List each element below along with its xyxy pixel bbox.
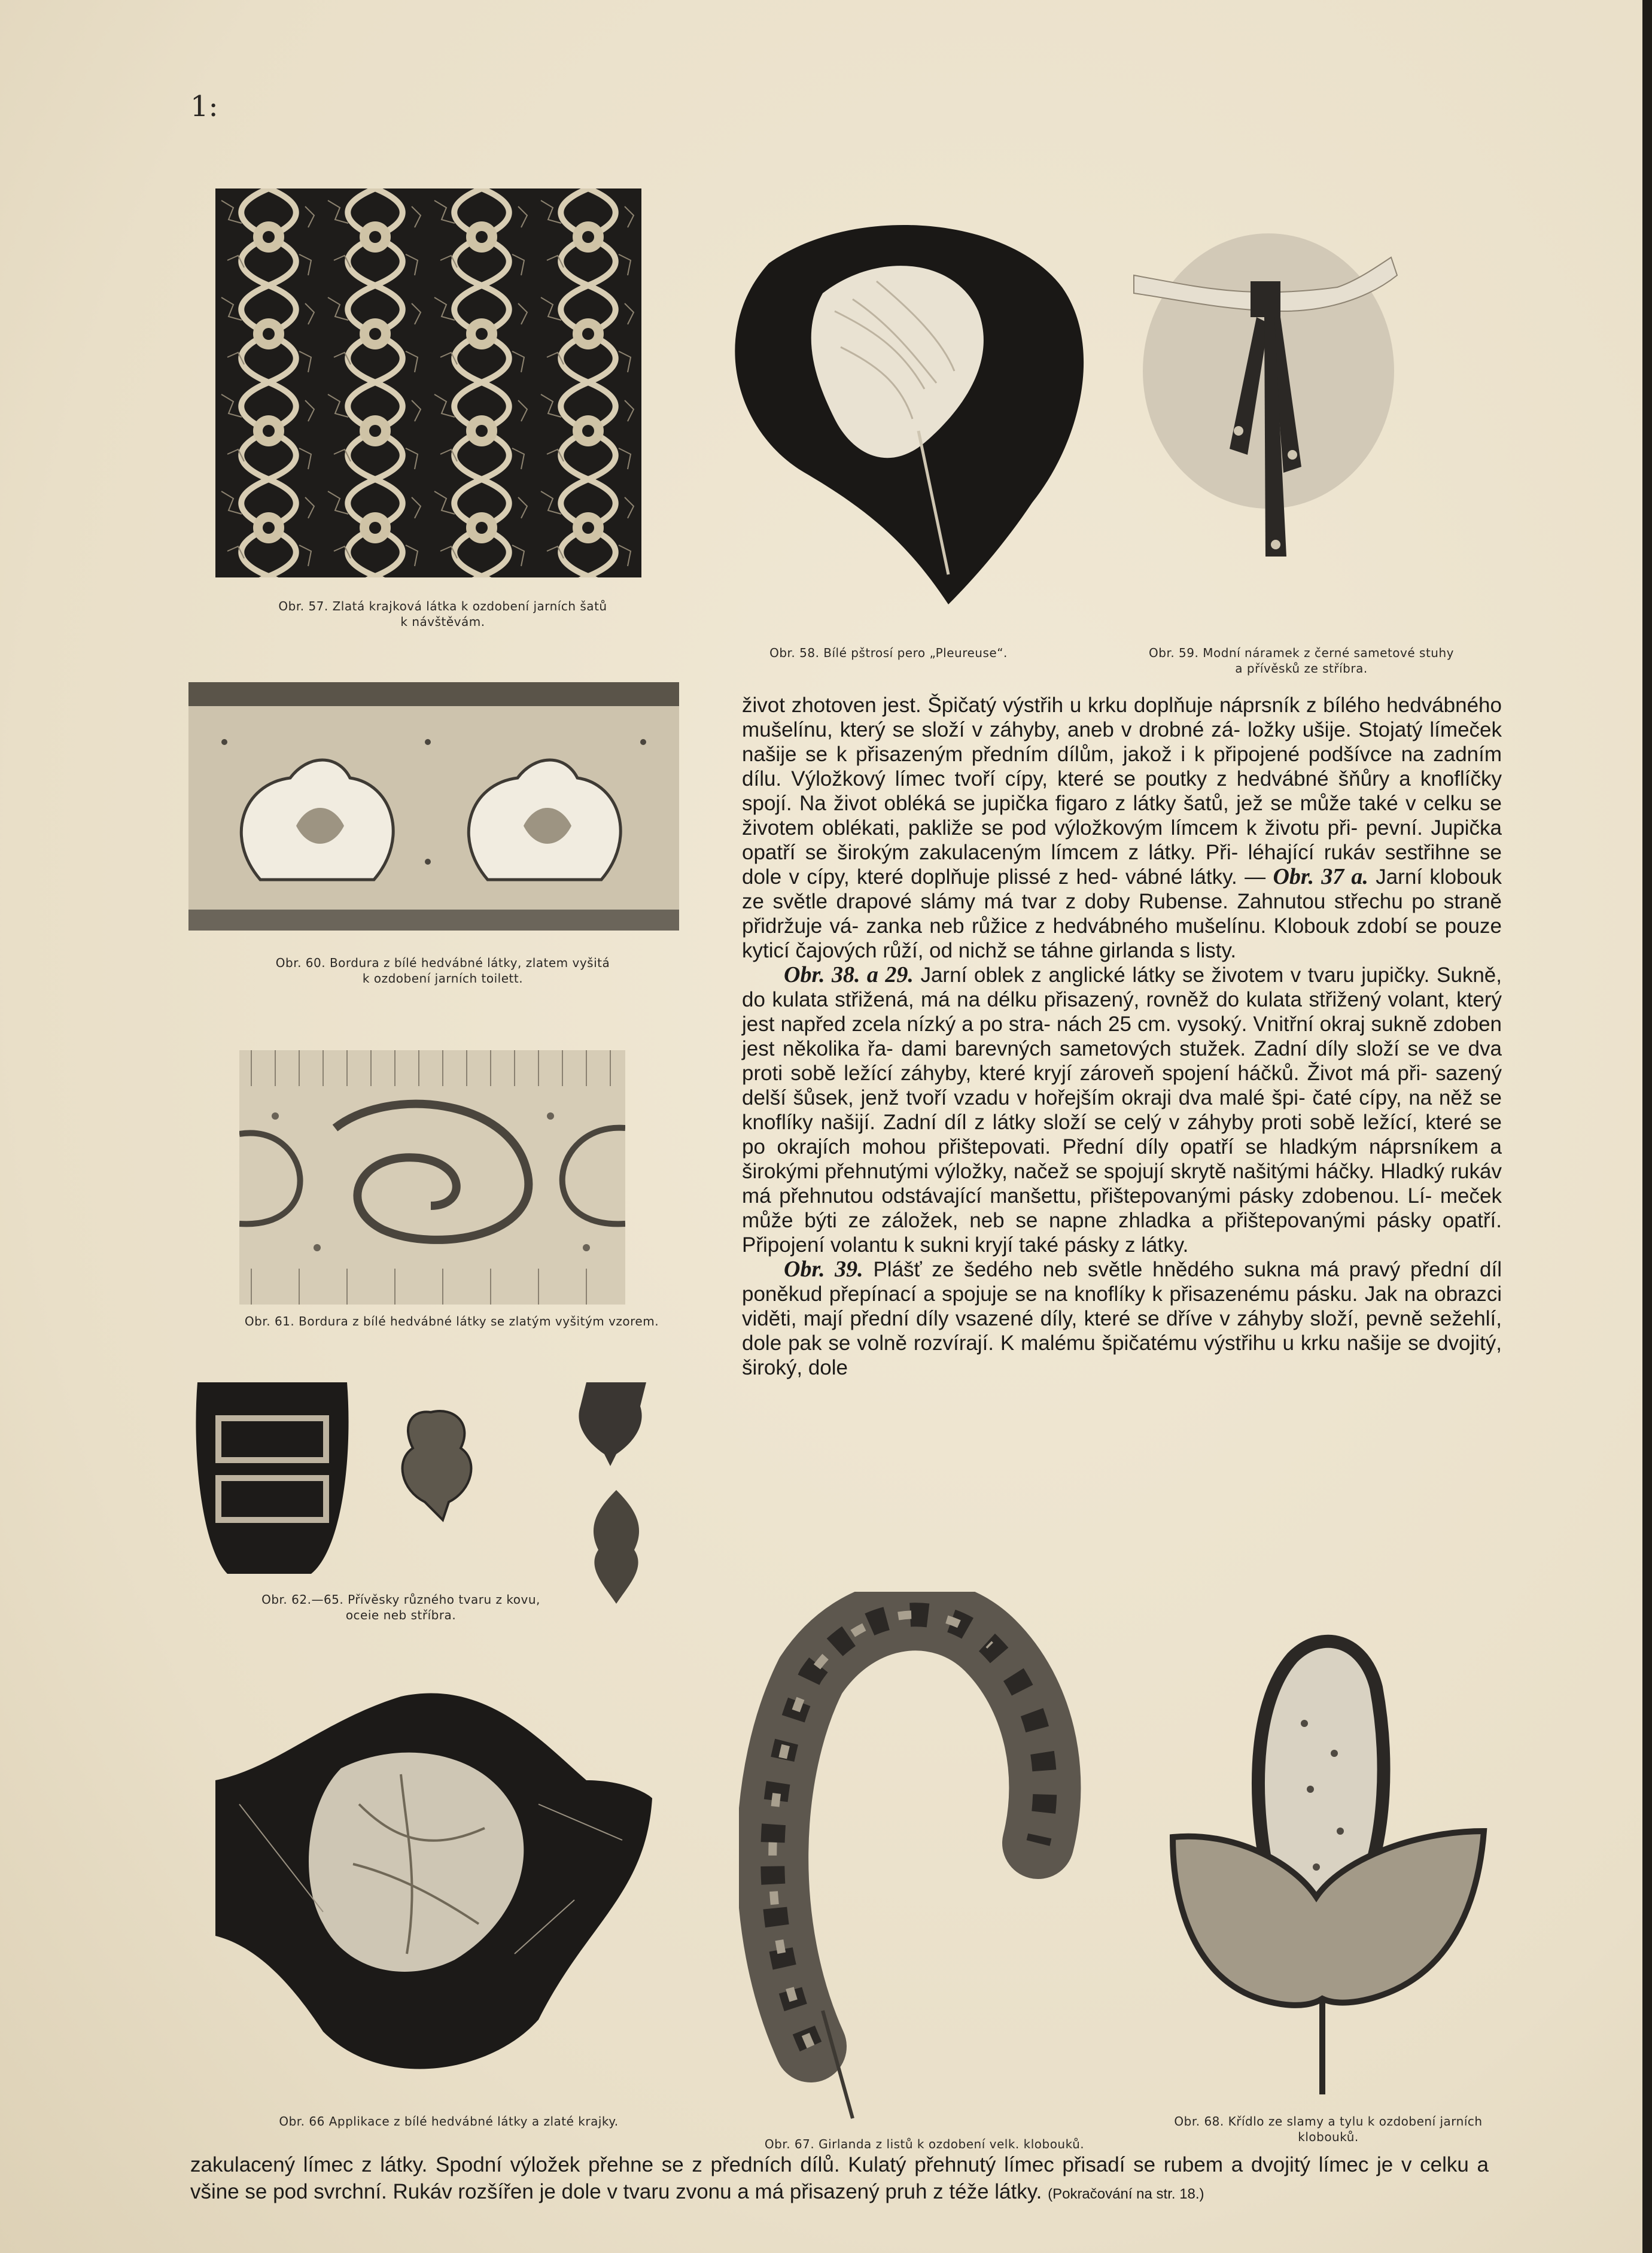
paragraph-3 — [742, 1257, 1502, 1380]
caption-figure-57: Obr. 57. Zlatá krajková látka k ozdobení jarních šatů k návštěvám. — [278, 599, 607, 629]
figure-ref-39: Obr. 39. — [784, 1257, 863, 1282]
figure-61-swirl-border — [239, 1050, 625, 1305]
caption-figure-60: Obr. 60. Bordura z bílé hedvábné látky, zlatem vyšitá k ozdobení jarních toilett. — [275, 956, 610, 986]
continued-note: (Pokračování na str. 18.) — [1048, 2186, 1204, 2202]
caption-figure-59: Obr. 59. Modní náramek z černé sametové stuhy a přívěsků ze stříbra. — [1149, 646, 1454, 676]
figure-ref-37a: Obr. 37 a. — [1273, 864, 1368, 889]
paragraph-2 — [742, 963, 1502, 1257]
caption-figure-62-65: Obr. 62.—65. Přívěsky různého tvaru z kovu, oceie neb stříbra. — [261, 1592, 540, 1622]
page-edge — [1642, 0, 1652, 2253]
figure-59-ribbon-bracelet — [1128, 221, 1409, 616]
caption-figure-67: Obr. 67. Girlanda z listů k ozdobení velk. klobouků. — [764, 2137, 1085, 2151]
figure-67-leaf-garland — [739, 1592, 1098, 2124]
bottom-text: zakulacený límec z látky. Spodní výložek přehne se z předních dílů. Kulatý přehnutý límec přisadí se rubem a dvojitý límec je v celku a všine se pod svrchní. Rukáv rozšířen je dole v tvaru zvonu a má přisazený pruh z téže látky. — [190, 2153, 1489, 2203]
figure-66-lace-applique — [203, 1685, 658, 2085]
paragraph-1-text-b: Jarní klobouk ze světle drapové slámy má tvar z doby Rubense. Zahnutou střechu po straně přidržuje vá- zanka neb růžice z hedvábného mušelínu. Klobouk zdobí se pouze kyticí čajových růží, od nichž se táhne girlanda s listy. — [742, 865, 1502, 962]
paragraph-1-text: život zhotoven jest. Špičatý výstřih u krku doplňuje náprsník z bílého hedvábného mušelínu, který se složí v záhyby, aneb v drobné zá- ložky ušije. Stojatý límeček našije se k přisazeným předním dílům, jakož i k připojené podšívce na zadním dílu. Výložkový límec tvoří cípy, které se poutky z hedvábné šňůry a knoflíčky spojí. Na život obléká se jupička figaro z látky šatů, jež se může také v celku se životem oblékati, pakliže se pod výložkovým límcem k životu při- pevní. Jupička opatří se širokým zakulaceným límcem z látky. Při- léhající rukáv sestřihne se dole v cípy, které doplňuje plissé z hed- vábné látky. — — [742, 694, 1502, 889]
figure-ref-38-29: Obr. 38. a 29. — [784, 962, 914, 987]
figure-68-straw-wing — [1161, 1634, 1496, 2094]
caption-figure-61: Obr. 61. Bordura z bílé hedvábné látky se zlatým vyšitým vzorem. — [244, 1314, 659, 1328]
figure-60-embroidered-border — [188, 682, 679, 931]
caption-figure-68: Obr. 68. Křídlo ze slamy a tylu k ozdobení jarních klobouků. — [1174, 2114, 1483, 2144]
paragraph-1 — [742, 693, 1502, 963]
page-number: 1: — [190, 90, 218, 123]
figure-57-lace-fabric — [215, 188, 641, 577]
paragraph-2-text: Jarní oblek z anglické látky se životem v tvaru jupičky. Sukně, do kulata střižená, má na délku přisazený, rovněž do kulata střižený volant, který jest napřed zcela nízký a po stra- nách 25 cm. vysoký. Vnitřní okraj sukně zdoben jest několika řa- dami barevných sametových stužek. Zadní díly složí se ve dva proti sobě ležící záhyby, které kryjí zároveň spojení háčků. Život má při- sazený delší šůsek, jenž tvoří vzadu v hořejším okraji dva malé špi- čaté cípy, na něž se knoflíky našijí. Zadní díl z látky složí se celý v záhyby proti sobě ležící, které se po okrajích mohou přištepovati. Přední díly opatří se hladkým náprsníkem a širokými přehnutými výložky, načež se spojují skrytě našitými háčky. Hladký rukáv má přehnutou odstávající manšettu, přištepovanými pásky zdobenou. Lí- meček může býti ze záložek, neb se napne zhladka a přištepovanými pásky opatří. Připojení volantu k sukni kryjí také pásky z látky. — [742, 963, 1502, 1257]
figure-58-ostrich-feather — [697, 191, 1110, 610]
article-text-column — [742, 693, 1502, 1380]
paragraph-3-text: Plášť ze šedého neb světle hnědého sukna má pravý přední díl poněkud přepínací a spojuje se na knoflíky k přisazenému pásku. Jak na obrazci viděti, mají přední díly vsazené díly, které se dříve v záhyby složí, pevně sežehlí, dole pak se volně rozvírají. K malému špičatému výstřihu u krku našije se dvojitý, široký, dole — [742, 1258, 1502, 1379]
caption-figure-66: Obr. 66 Applikace z bílé hedvábné látky a zlaté krajky. — [279, 2114, 619, 2129]
bottom-text-block — [190, 2151, 1489, 2208]
figure-62-65-pendants — [191, 1370, 670, 1610]
caption-figure-58: Obr. 58. Bílé pštrosí pero „Pleureuse“. — [769, 646, 1008, 660]
